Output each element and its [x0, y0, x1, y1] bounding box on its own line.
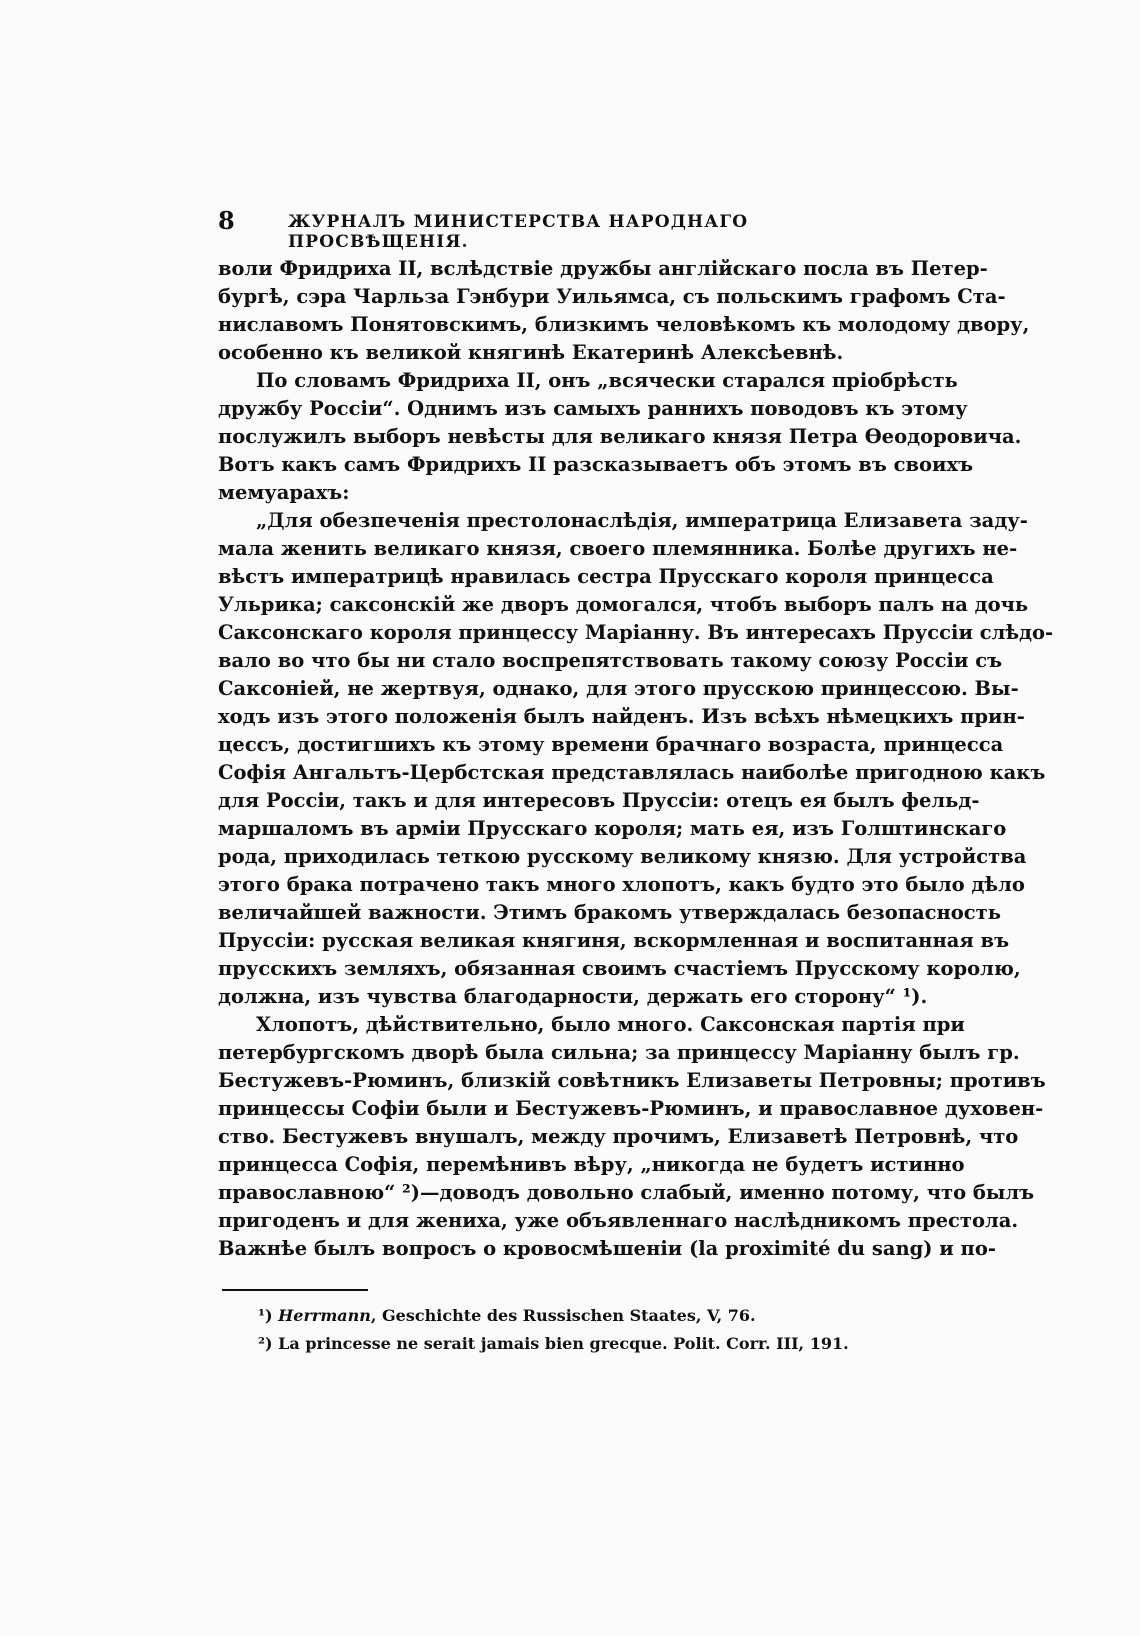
footnote-mark: ¹) — [258, 1306, 273, 1325]
text-line: маршаломъ въ арміи Прусскаго короля; мать ея, изъ Голштинскаго — [218, 817, 1007, 840]
text-line: цессъ, достигшихъ къ этому времени брачнаго возраста, принцесса — [218, 733, 1004, 756]
text-line: православною“ ²)—доводъ довольно слабый, именно потому, что былъ — [218, 1181, 1035, 1204]
text-line: воли Фридриха II, вслѣдствіе дружбы англійскаго посла въ Петер- — [218, 257, 988, 280]
text-line: Саксонскаго короля принцессу Маріанну. Въ интересахъ Пруссіи слѣдо- — [218, 621, 1054, 644]
text-line: „Для обезпеченія престолонаслѣдія, императрица Елизавета заду- — [256, 509, 1028, 532]
text-line: Саксоніей, не жертвуя, однако, для этого прусскою принцессою. Вы- — [218, 677, 1019, 700]
page-number: 8 — [218, 206, 235, 235]
text-line: петербургскомъ дворѣ была сильна; за принцессу Маріанну былъ гр. — [218, 1041, 1020, 1064]
footnote-text: , Geschichte des Russischen Staates, V, 76. — [370, 1306, 756, 1325]
footnote-divider — [222, 1289, 368, 1291]
text-line: дружбу Россіи“. Однимъ изъ самыхъ раннихъ поводовъ къ этому — [218, 397, 968, 420]
text-line: мала женить великаго князя, своего племянника. Болѣе другихъ не- — [218, 537, 1018, 560]
text-line: принцесса Софія, перемѣнивъ вѣру, „никогда не будетъ истинно — [218, 1153, 965, 1176]
text-line: этого брака потрачено такъ много хлопотъ, какъ будто это было дѣло — [218, 873, 1025, 896]
text-line: Вотъ какъ самъ Фридрихъ II разсказываетъ объ этомъ въ своихъ — [218, 453, 974, 476]
running-title: ЖУРНАЛЪ МИНИСТЕРСТВА НАРОДНАГО ПРОСВѢЩЕНІЯ. — [288, 212, 749, 252]
text-line: прусскихъ земляхъ, обязанная своимъ счастіемъ Прусскому королю, — [218, 957, 1021, 980]
text-line: вало во что бы ни стало воспрепятствовать такому союзу Россіи съ — [218, 649, 1003, 672]
text-line: Софія Ангальтъ-Цербстская представлялась наиболѣе пригодною какъ — [218, 761, 1046, 784]
text-line: принцессы Софіи были и Бестужевъ-Рюминъ, и православное духовен- — [218, 1097, 1044, 1120]
body-text — [218, 255, 1054, 1263]
footnote-mark: ²) — [258, 1334, 273, 1353]
footnotes — [258, 1302, 898, 1358]
text-line: Ульрика; саксонскій же дворъ домогался, чтобъ выборъ палъ на дочь — [218, 593, 1029, 616]
text-line: бургѣ, сэра Чарльза Гэнбури Уильямса, съ польскимъ графомъ Ста- — [218, 285, 1006, 308]
footnote-author: Herrmann — [278, 1306, 371, 1325]
text-line: вѣстъ императрицѣ нравилась сестра Прусскаго короля принцесса — [218, 565, 994, 588]
footnote-text: La princesse ne serait jamais bien grecque. Polit. Corr. III, 191. — [278, 1334, 849, 1353]
text-line: для Россіи, такъ и для интересовъ Пруссіи: отецъ ея былъ фельд- — [218, 789, 980, 812]
text-line: ходъ изъ этого положенія былъ найденъ. Изъ всѣхъ нѣмецкихъ прин- — [218, 705, 1025, 728]
text-line: должна, изъ чувства благодарности, держать его сторону“ ¹). — [218, 985, 928, 1008]
text-line: ство. Бестужевъ внушалъ, между прочимъ, Елизаветѣ Петровнѣ, что — [218, 1125, 1019, 1148]
text-line: Хлопотъ, дѣйствительно, было много. Саксонская партія при — [256, 1013, 965, 1036]
text-line: Пруссіи: русская великая княгиня, вскормленная и воспитанная въ — [218, 929, 1010, 952]
footnote-1 — [258, 1302, 898, 1330]
text-line: послужилъ выборъ невѣсты для великаго князя Петра Ѳеодоровича. — [218, 425, 1022, 448]
text-line: По словамъ Фридриха II, онъ „всячески старался пріобрѣсть — [256, 369, 958, 392]
page-header — [218, 206, 928, 252]
text-line: ниславомъ Понятовскимъ, близкимъ человѣкомъ къ молодому двору, — [218, 313, 1030, 336]
text-line: величайшей важности. Этимъ бракомъ утверждалась безопасность — [218, 901, 1001, 924]
text-line: Бестужевъ-Рюминъ, близкій совѣтникъ Елизаветы Петровны; противъ — [218, 1069, 1046, 1092]
text-line: мемуарахъ: — [218, 481, 350, 504]
text-line: рода, приходилась теткою русскому великому князю. Для устройства — [218, 845, 1027, 868]
text-line: особенно къ великой княгинѣ Екатеринѣ Алексѣевнѣ. — [218, 341, 844, 364]
text-line: пригоденъ и для жениха, уже объявленнаго наслѣдникомъ престола. — [218, 1209, 1019, 1232]
footnote-2 — [258, 1330, 898, 1358]
text-line: Важнѣе былъ вопросъ о кровосмѣшеніи (la proximité du sang) и по- — [218, 1237, 996, 1260]
